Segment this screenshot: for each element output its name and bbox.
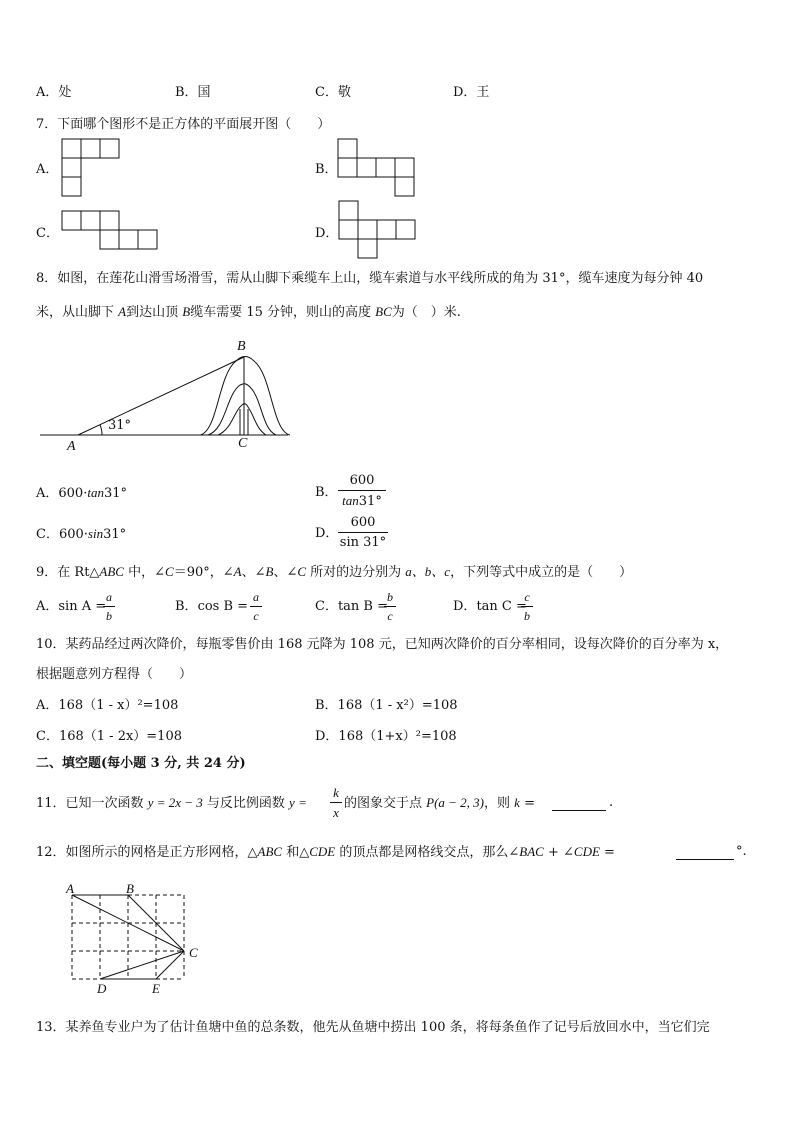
q8-option-c: C．600·sin31° (36, 526, 127, 542)
q9-option-a-fraction: $\frac{a}{b}$ (103, 591, 115, 622)
q9-option-b-fraction: $\frac{a}{c}$ (250, 591, 262, 622)
q12-point-c: C (189, 945, 198, 960)
q8-point-b: B (237, 339, 246, 354)
q12-text: 12．如图所示的网格是正方形网格，△ABC 和△CDE 的顶点都是网格线交点，那么∠BAC + ∠CDE = (36, 844, 615, 860)
q9-option-c-label: C．tan B = (315, 599, 389, 614)
q11-fraction: $\frac{k}{x}$ (330, 786, 342, 819)
q10-option-d: D．168（1+x）²=108 (315, 729, 457, 744)
q12-degree: °. (736, 844, 747, 859)
q7-net-d (339, 201, 419, 261)
q8-line1: 8．如图，在莲花山滑雪场滑雪，需从山脚下乘缆车上山，缆车索道与水平线所成的角为 31°，缆车速度为每分钟 40 (36, 271, 704, 286)
q6-option-c: C．敬 (315, 85, 351, 100)
q8-option-a: A．600·tan31° (36, 485, 128, 501)
q7-stem: 7．下面哪个图形不是正方体的平面展开图（ ） (36, 117, 331, 132)
q12-grid-figure (72, 895, 192, 995)
q12-point-a: A (66, 881, 74, 896)
q8-angle-label: 31° (108, 418, 132, 433)
q10-line1: 10．某药品经过两次降价，每瓶零售价由 168 元降为 108 元，已知两次降价的百分率相同，设每次降价的百分率为 x， (36, 637, 729, 652)
section-2-title: 二、填空题(每小题 3 分, 共 24 分) (36, 756, 246, 771)
q9-option-b-label: B．cos B = (175, 599, 249, 614)
q9-stem: 9．在 Rt△ABC 中，∠C＝90°，∠A、∠B、∠C 所对的边分别为 a、b、c，下列等式中成立的是（ ） (36, 564, 633, 580)
q12-answer-blank[interactable] (676, 859, 734, 860)
q7-net-a (62, 139, 122, 199)
q8-line2: 米，从山脚下 A到达山顶 B缆车需要 15 分钟，则山的高度 BC为（ ）米. (36, 304, 461, 320)
q12-point-e: E (152, 981, 160, 996)
q8-option-b-fraction: $\frac{600}{\tan 31^\circ}$ (338, 474, 386, 508)
q11-period: . (609, 795, 614, 810)
q10-option-c: C．168（1 - 2x）=108 (36, 729, 182, 744)
q10-option-a: A．168（1 - x）²=108 (36, 698, 179, 713)
q7-label-b: B． (315, 162, 338, 177)
q12-point-b: B (126, 881, 134, 896)
q7-label-a: A． (36, 162, 59, 177)
q8-point-c: C (238, 436, 248, 451)
q9-option-a-label: A．sin A = (36, 599, 107, 614)
q8-option-d-fraction: $\frac{600}{\sin 31^\circ}$ (339, 515, 387, 550)
q8-point-a: A (67, 439, 76, 454)
q6-option-d: D．王 (453, 85, 490, 100)
q9-option-d-fraction: $\frac{c}{b}$ (521, 591, 533, 622)
q6-option-b: B．国 (175, 85, 211, 100)
q8-option-d-label: D． (315, 526, 339, 541)
q10-line2: 根据题意列方程得（ ） (36, 667, 193, 682)
q11-text: 11．已知一次函数 y = 2x − 3 与反比例函数 y = (36, 795, 307, 811)
q9-option-d-label: D．tan C = (453, 599, 527, 614)
q9-option-c-fraction: $\frac{b}{c}$ (384, 591, 396, 622)
q7-label-c: C． (36, 226, 59, 241)
q6-option-a: A．处 (36, 85, 72, 100)
q8-option-b-label: B． (315, 485, 338, 500)
q11-text-tail: 的图象交于点 P(a − 2, 3)，则 k = (344, 795, 535, 811)
q10-option-b: B．168（1 - x²）=108 (315, 698, 458, 713)
q13-text: 13．某养鱼专业户为了估计鱼塘中鱼的总条数，他先从鱼塘中捞出 100 条，将每条鱼作了记号后放回水中，当它们完 (36, 1020, 710, 1035)
q7-net-c (62, 211, 162, 251)
q12-point-d: D (97, 981, 107, 996)
q8-mountain-figure (40, 335, 340, 455)
q7-net-b (338, 139, 418, 199)
q7-label-d: D． (315, 226, 339, 241)
q11-answer-blank[interactable] (552, 810, 606, 811)
